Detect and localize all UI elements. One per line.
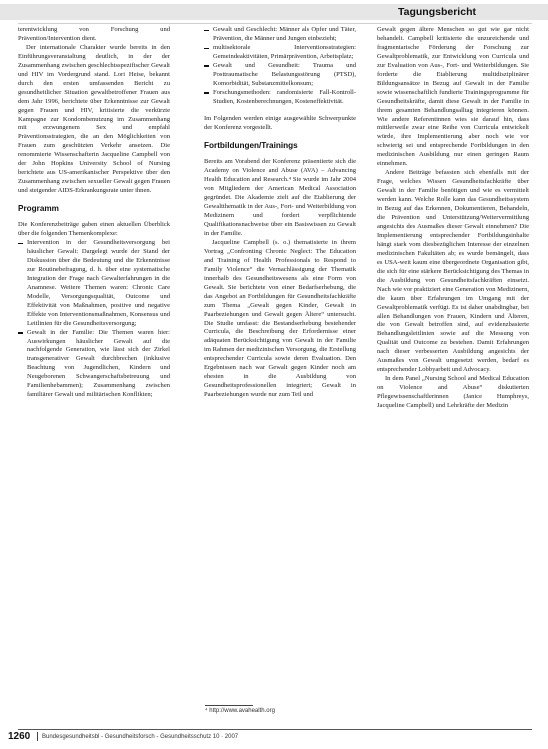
- footnote: ⁴ http://www.avahealth.org: [205, 708, 275, 714]
- section-title: Tagungsbericht: [398, 6, 476, 18]
- paragraph: Die Konferenzbeiträge gaben einen aktuellen Überblick über die folgenden Themenkomplexe:: [18, 221, 170, 238]
- page-number: 1260: [8, 731, 31, 742]
- footer-divider: [18, 729, 532, 730]
- journal-citation: Bundesgesundheitsbl - Gesundheitsforsch - Gesundheitsschutz 10 · 2007: [42, 734, 239, 740]
- list-item: Forschungsmethoden: randomisierte Fall-Kontroll-Studien, Kostenberechnungen, Kosteneffektivität.: [204, 89, 356, 107]
- paragraph: Jacqueline Campbell (s. o.) thematisierte in ihrem Vortrag „Confronting Chronic Neglect: The Education and Training of Health Professionals to Respond to Family Violence“ die Vernachlässigung der Thematik innerhalb des Gesundheitswesens als eine Form von Gewalt. Sie berichtete von einer Bedarfserhebung, die das Angebot an Fortbildungen für Gesundheitsfachkräfte zum Thema „Gewalt gegen Kinder, Gewalt in Paarbeziehungen und Gewalt gegen Ältere“ untersucht. Die Studie umfasst: die Bestandserhebung bestehender Curricula, die Beschreibung der Erfordernisse einer adäquaten Berücksichtigung von Gewalt in der Familie im Rahmen der medizinischen Versorgung, die Erstellung entsprechender Curricula sowie deren Evaluation. Den Ergebnissen nach war Gewalt gegen Kinder noch am ehesten in die Ausbildung von Gesundheitsprofessionellen integriert; Gewalt in Paarbeziehungen wurde nur zum Teil und: [204, 238, 356, 399]
- section-heading-fortbildungen: Fortbildungen/Trainings: [204, 141, 298, 151]
- text-column-3: [377, 26, 529, 411]
- paragraph: Im Folgenden werden einige ausgewählte Schwerpunkte der Konferenz vorgestellt.: [204, 115, 356, 132]
- bullet-list: [18, 239, 170, 400]
- bullet-list: [204, 26, 356, 107]
- list-item: Gewalt und Geschlecht: Männer als Opfer und Täter, Prävention, die Männer und Jungen einbezieht;: [204, 26, 356, 44]
- section-heading-programm: Programm: [18, 204, 59, 214]
- paragraph: Gewalt gegen ältere Menschen so gut wie gar nicht behandelt. Campbell kritisierte die unzureichende und fragmentarische Förderung der Forschung zur Gewaltproblematik, zur Entwicklung von Curricula und zur Evaluation von Aus-, Fort- und Weiterbildungen. Sie forderte die Etablierung multidisziplinärer Bildungsansätze in Bezug auf Gewalt in der Familie sowie wissenschaftlich fundierte Trainingsprogramme für Gesundheitskräfte, damit diese Gewalt in der Familie in ihrem gesamten Behandlungsalltag integrieren können. Wie andere Referentinnen wies sie darauf hin, dass mittlerweile zwar eine Reihe von Curricula entwickelt würde, ihre Implementierung aber noch wie vor schwierig sei und entsprechende Fortbildungen in den medizinischen Ausbildung nur einen geringen Raum einnehmen.: [377, 26, 529, 168]
- paragraph: Bereits am Vorabend der Konferenz präsentierte sich die Academy on Violence and Abuse (AVA) – Advancing Health Education and Research.⁴ Sie wurde im Jahr 2004 von Mitgliedern der American Medical Association gegründet. Die Akademie zielt auf die Etablierung der Gewaltthematik in der Aus-, Fort- und Weiterbildung von Medizinern und fordert verpflichtende Qualifikationsnachweise über ein Basiswissen zu Gewalt in der Familie.: [204, 158, 356, 237]
- list-item: Gewalt und Gesundheit: Trauma und Posttraumatische Belastungsstörung (PTSD), Komorbidität, Substanzmittelkonsum;: [204, 62, 356, 89]
- list-item: multisektorale Interventionsstrategien: Gemeindeaktivitäten, Primärprävention, Arbeitsplatz;: [204, 44, 356, 62]
- footer-separator: [37, 732, 38, 741]
- list-item: Gewalt in der Familie: Die Themen waren hier: Auswirkungen häuslicher Gewalt auf die nachfolgende Generation, wie lässt sich der Zirkel transgenerativer Gewalt durchbrechen (inklusive Beachtung von Jugendlichen, Kindern und Neugeborenen Schwangerschaftsbetreuung und Familienhebammen); Zusammenhang zwischen familiärer Gewalt und militärischen Konflikten;: [18, 329, 170, 401]
- paragraph: In dem Panel „Nursing School and Medical Education on Violence and Abuse“ diskutierten Pflegewissenschaftlerinnen (Janice Humphreys, Jacqueline Campbell) und Lehrkräfte der Medizin: [377, 375, 529, 410]
- list-item: Intervention in der Gesundheitsversorgung bei häuslicher Gewalt: Dargelegt wurde der Stand der Diskussion über die Bedeutung und die Erkenntnisse zur Routinebefragung, d. h. über eine systematische Integration der Frage nach Gewalterfahrungen in die Anamnese. Weitere Themen waren: Chronic Care Modelle, Versorgungsqualität, Outcome und Effektivität von Maßnahmen, positive und negative Effekte von Interventionsmaßnahmen, Konsensus und Leitlinien für die Gesundheitsversorgung;: [18, 239, 170, 329]
- text-column-2: [204, 26, 356, 400]
- paragraph: terentwicklung von Forschung und Prävention/Intervention dient.: [18, 26, 170, 42]
- header-divider: [18, 23, 532, 24]
- paragraph: Der internationale Charakter wurde bereits in den Einführungsveranstaltung deutlich, in der der Zusammenhang zwischen geschlechtsspezifischer Gewalt und HIV im Vordergrund stand. Lori Heise, bekannt durch den ersten umfassenden Bericht zu gesundheitlicher Situation gewaltbetroffener Frauen aus dem Jahr 1996, berichtete über Erkenntnisse zur Gewalt gegen Frauen und HIV, kritisierte die verkürzte Kampagne zur Kondombenutzung im Zusammenhang mit erzwungenem Sex und empfahl Präventionsstrategien, die an den Möglichkeiten von Frauen zum geschützten Verkehr ansetzen. Die renommierte Wissenschafterin Jacqueline Campbell von der John Hopkins University School of Nursing berichtete aus US-amerikanischer Perspektive über den Zusammenhang zwischen sexueller Gewalt gegen Frauen und steigender AIDS-Erkrankungsrate unter ihnen.: [18, 43, 170, 195]
- paragraph: Andere Beiträge befassten sich ebenfalls mit der Frage, welches Wissen Gesundheitsfachkräfte über Gewalt in der Familie benötigen und wie es vermittelt werden kann. Welche Rolle kann das Gesundheitssystem in Bezug auf das Erkennen, Dokumentieren, Behandeln, die Prävention und Unterstützung/Weitervermittlung angesichts des Ausmaßes dieser Gewalt einnehmen? Die Implementierung entsprechender Fortbildungsinhalte hängt stark vom diesbezüglichen Interesse der einzelnen medizinischen Fakultäten ab; es wurde bemängelt, dass es USA-weit kaum eine übergeordnete Organisation gibt, die sich für eine stärkere Berücksichtigung des Themas in die Ausbildung von Gesundheitsfachkräften einsetzt. Nach wie vor praktiziert eine Generation von Medizinern, die kaum über Erfahrungen im Umgang mit der Gewaltproblematik verfügt. Es ist daher unabdingbar, bei allen Behandlungen von Frauen, Kindern und Älteren, die von Gewalt betroffen sind, auf evidenzbasierte Behandlungsleitlinien sowie auf die Messung von Qualität und Outcome zu bestehen. Damit Erfahrungen nach dieser verbesserten Ausbildung angesichts der Ausmaßes von Gewalt umgesetzt werden, bedarf es entsprechender Lobbyarbeit und Advocacy.: [377, 169, 529, 374]
- text-column-1: [18, 26, 170, 400]
- footnote-rule: [205, 705, 253, 706]
